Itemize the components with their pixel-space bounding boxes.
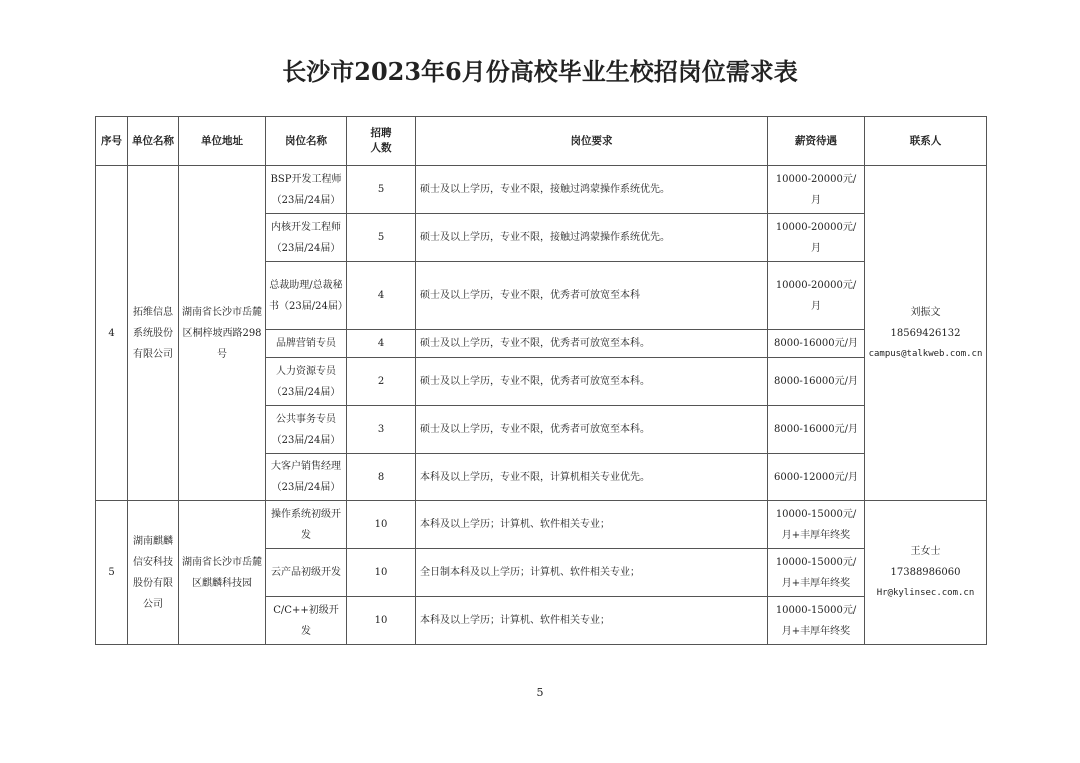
headcount-cell: 5 <box>347 166 416 214</box>
contact-email: Hr@kylinsec.com.cn <box>876 588 975 598</box>
contact-email: campus@talkweb.com.cn <box>868 348 983 359</box>
contact-phone: 17388986060 <box>890 567 961 578</box>
company-name-cell: 拓维信息系统股份有限公司 <box>128 166 179 501</box>
company-name-cell: 湖南麒麟信安科技股份有限公司 <box>128 501 179 645</box>
requirements-cell: 硕士及以上学历，专业不限，接触过鸿蒙操作系统优先。 <box>416 166 768 214</box>
table-row <box>96 501 987 549</box>
contact-cell <box>865 501 987 645</box>
job-title-cell: BSP开发工程师（23届/24届） <box>266 166 347 214</box>
recruitment-table <box>95 116 987 645</box>
salary-cell: 10000-20000元/月 <box>768 262 865 330</box>
requirements-cell: 硕士及以上学历，专业不限，优秀者可放宽至本科。 <box>416 406 768 454</box>
company-address-cell: 湖南省长沙市岳麓区麒麟科技园 <box>179 501 266 645</box>
header-row <box>96 117 987 166</box>
requirements-cell: 本科及以上学历；计算机、软件相关专业； <box>416 501 768 549</box>
headcount-cell: 4 <box>347 262 416 330</box>
headcount-cell: 10 <box>347 501 416 549</box>
requirements-cell: 硕士及以上学历，专业不限，优秀者可放宽至本科 <box>416 262 768 330</box>
salary-cell: 8000-16000元/月 <box>768 358 865 406</box>
job-title-cell: 品牌营销专员 <box>266 330 347 358</box>
header-cell: 单位地址 <box>179 117 266 166</box>
salary-cell: 8000-16000元/月 <box>768 330 865 358</box>
headcount-cell: 10 <box>347 597 416 645</box>
company-address-cell: 湖南省长沙市岳麓区桐梓坡西路298号 <box>179 166 266 501</box>
salary-cell: 6000-12000元/月 <box>768 454 865 501</box>
salary-cell: 10000-15000元/月+丰厚年终奖 <box>768 597 865 645</box>
job-title-cell: 内核开发工程师（23届/24届） <box>266 214 347 262</box>
header-cell: 序号 <box>96 117 128 166</box>
salary-cell: 10000-20000元/月 <box>768 166 865 214</box>
job-title-cell: 操作系统初级开发 <box>266 501 347 549</box>
job-title-cell: 公共事务专员（23届/24届） <box>266 406 347 454</box>
requirements-cell: 本科及以上学历，专业不限，计算机相关专业优先。 <box>416 454 768 501</box>
headcount-cell: 3 <box>347 406 416 454</box>
page-title: 长沙市2023年6月份高校毕业生校招岗位需求表 <box>282 57 798 86</box>
header-cell: 岗位要求 <box>416 117 768 166</box>
page-number: 5 <box>536 686 544 699</box>
headcount-cell: 8 <box>347 454 416 501</box>
headcount-cell: 5 <box>347 214 416 262</box>
requirements-cell: 本科及以上学历；计算机、软件相关专业； <box>416 597 768 645</box>
serial-number-cell: 5 <box>96 501 128 645</box>
header-cell: 薪资待遇 <box>768 117 865 166</box>
serial-number-cell: 4 <box>96 166 128 501</box>
table-row <box>96 166 987 214</box>
header-cell: 岗位名称 <box>266 117 347 166</box>
salary-cell: 8000-16000元/月 <box>768 406 865 454</box>
requirements-cell: 硕士及以上学历，专业不限，接触过鸿蒙操作系统优先。 <box>416 214 768 262</box>
contact-name: 刘振文 <box>910 306 941 318</box>
header-cell: 单位名称 <box>128 117 179 166</box>
headcount-cell: 10 <box>347 549 416 597</box>
job-title-cell: C/C++初级开发 <box>266 597 347 645</box>
job-title-cell: 大客户销售经理（23届/24届） <box>266 454 347 501</box>
salary-cell: 10000-20000元/月 <box>768 214 865 262</box>
headcount-cell: 4 <box>347 330 416 358</box>
job-title-cell: 人力资源专员（23届/24届） <box>266 358 347 406</box>
header-cell: 招聘人数 <box>347 117 416 166</box>
job-title-cell: 总裁助理/总裁秘书（23届/24届） <box>266 262 347 330</box>
salary-cell: 10000-15000元/月+丰厚年终奖 <box>768 501 865 549</box>
job-title-cell: 云产品初级开发 <box>266 549 347 597</box>
contact-cell <box>865 166 987 501</box>
header-cell: 联系人 <box>865 117 987 166</box>
headcount-cell: 2 <box>347 358 416 406</box>
requirements-cell: 全日制本科及以上学历；计算机、软件相关专业； <box>416 549 768 597</box>
contact-name: 王女士 <box>910 546 941 557</box>
requirements-cell: 硕士及以上学历，专业不限，优秀者可放宽至本科。 <box>416 358 768 406</box>
contact-phone: 18569426132 <box>890 327 961 339</box>
salary-cell: 10000-15000元/月+丰厚年终奖 <box>768 549 865 597</box>
requirements-cell: 硕士及以上学历，专业不限，优秀者可放宽至本科。 <box>416 330 768 358</box>
